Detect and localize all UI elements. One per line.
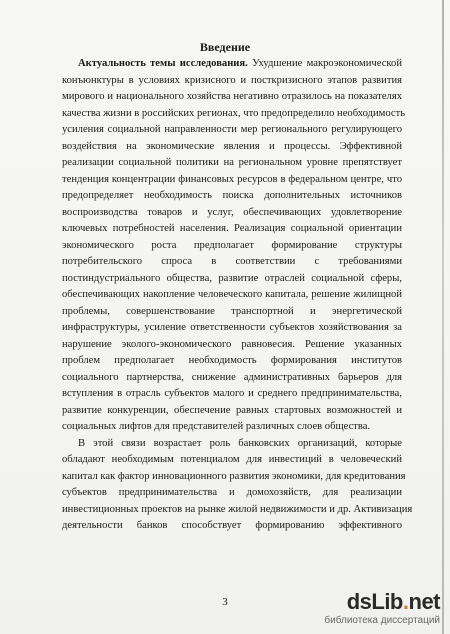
page-heading: Введение xyxy=(199,40,251,54)
paragraph-1-line: социальных лифтов для представителей различных слоев общества. xyxy=(62,421,371,432)
paragraph-1-line: усиления социальной направленности мер регионального регулирующего xyxy=(62,124,402,135)
paragraph-1-line: социального партнерства, снижение административных барьеров для xyxy=(62,371,402,383)
paragraph-2-line: субъектов предпринимательства и домохозяйств, для реализации xyxy=(62,487,402,498)
paragraph-1-line: развитие конкуренции, обеспечение равных стартовых возможностей и xyxy=(62,404,402,416)
paragraph-2-line: В этой связи возрастает роль банковских организаций, которые xyxy=(78,437,402,449)
paragraph-2-line: капитал как фактор инновационного развития экономики, для кредитования xyxy=(62,470,406,482)
paragraph-1-line: тенденция концентрации финансовых ресурсов в федеральном центре, что xyxy=(62,173,402,185)
paragraph-1-line: инфраструктуры, усиление ответственности субъектов хозяйствования за xyxy=(62,322,402,333)
paragraph-1-line: предопределяет необходимость поиска дополнительных источников xyxy=(62,190,402,201)
watermark-text xyxy=(324,589,440,626)
scan-edge xyxy=(442,0,444,634)
paragraph-1-line: нарушение эколого-экономического равновесия. Решение указанных xyxy=(62,338,402,350)
watermark-logo: dsLib.net xyxy=(346,589,440,614)
paragraph-1-lead: Актуальность темы исследования. xyxy=(78,58,248,69)
paragraph-1-line: потребительского спроса в соответствии с требованиями xyxy=(62,256,402,267)
paragraph-1-line-1: Актуальность темы исследования. Ухудшение макроэкономической xyxy=(78,58,402,69)
paragraph-1-line: ключевых потребностей населения. Реализация социальной ориентации xyxy=(62,223,402,234)
paragraph-1-line: воздействия на экономические явления и процессы. Эффективной xyxy=(62,140,402,152)
paragraph-1-line: реализации социальной политики на региональном уровне препятствует xyxy=(62,157,402,168)
paragraph-1-line: экономического роста предполагает формирование структуры xyxy=(62,239,402,251)
paragraph-1-line: качества жизни в российских регионах, что предопределило необходимость xyxy=(62,107,406,119)
paragraph-2-line: обладают необходимым потенциалом для инвестиций в человеческий xyxy=(62,454,402,465)
paragraph-1-line: проблемы, совершенствование транспортной и энергетической xyxy=(62,305,402,317)
paragraph-1-line: мирового и национального хозяйства негативно отразилось на показателях xyxy=(62,91,402,102)
page-number: 3 xyxy=(222,596,228,608)
paragraph-1-line: конъюнктуры в условиях кризисного и посткризисного этапов развития xyxy=(62,74,402,86)
paragraph-2-line: деятельности банков способствует формированию эффективного xyxy=(62,520,402,531)
paragraph-1-line: постиндустриального общества, развитие отраслей социальной сферы, xyxy=(62,272,402,284)
paragraph-1-line: вступления в отрасль субъектов малого и среднего предпринимательства, xyxy=(62,388,402,399)
paragraph-1-line: обеспечивающих накопление человеческого капитала, решение жилищной xyxy=(62,289,402,300)
watermark-subtitle: библиотека диссертаций xyxy=(324,615,440,626)
watermark xyxy=(324,589,440,626)
paragraph-1-line: воспроизводства товаров и услуг, обеспечивающих удовлетворение xyxy=(62,206,402,218)
paragraph-1-line: проблем предполагает необходимость формирования институтов xyxy=(62,355,402,366)
body-text xyxy=(62,56,413,535)
paragraph-2-line: инвестиционных проектов на рынке жилой недвижимости и др. Активизация xyxy=(62,503,413,515)
